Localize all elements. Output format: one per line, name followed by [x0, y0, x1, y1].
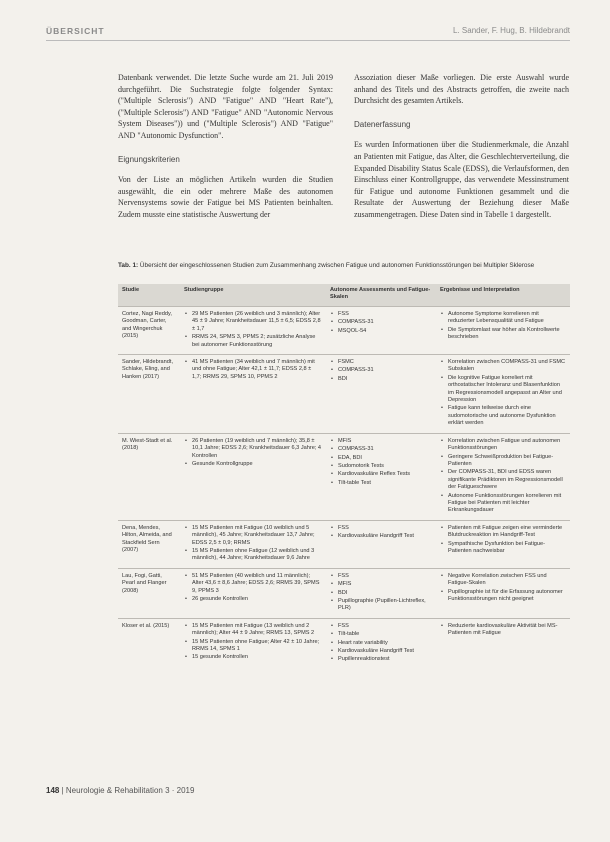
page-footer	[46, 786, 194, 795]
list-item: • Pupillenreaktionstest	[338, 656, 432, 663]
list-item: • BDI	[338, 376, 432, 383]
cell-results	[436, 307, 570, 355]
right-subheading: Datenerfassung	[354, 119, 411, 129]
cell-results	[436, 618, 570, 669]
list-item: • Autonome Symptome korrelieren mit reduzierter Lebensqualität und Fatigue	[448, 311, 566, 326]
cell-group	[180, 568, 326, 618]
cell-study: Cortez, Nagi Reddy, Goodman, Carter, and Wingerchuk (2015)	[118, 307, 180, 355]
list-item: • 15 MS Patienten mit Fatigue (10 weiblich und 5 männlich), 45 Jahre; Krankheitsdauer 13,7 Jahre; EDSS 2,5 ± 0,9; RRMS	[192, 525, 322, 547]
list-item: • Gesunde Kontrollgruppe	[192, 461, 322, 468]
list-item: • 26 gesunde Kontrollen	[192, 596, 322, 603]
list-item: • 41 MS Patienten (34 weiblich und 7 männlich) mit und ohne Fatigue; Alter 42,1 ± 11,7; EDSS 2,8 ± 1,7; RRMS 29, SPMS 10, PPMS 2	[192, 359, 322, 381]
list-item: • FSS	[338, 623, 432, 630]
cell-results	[436, 520, 570, 568]
cell-study: Dena, Mendes, Hilton, Almeida, and Stackfield Sern (2007)	[118, 520, 180, 568]
left-paragraph-2: Von der Liste an möglichen Artikeln wurden die Studien ausgewählt, die ein oder mehrere Maße des autonomen Nervensystems sowie der Fatigue bei MS Patienten beinhalten. Zudem musste eine statistische Auswertung der	[118, 175, 333, 219]
right-column	[354, 72, 569, 230]
table-caption-label: Tab. 1:	[118, 262, 139, 269]
table-body	[118, 307, 570, 669]
list-item: • BDI	[338, 590, 432, 597]
section-label: ÜBERSICHT	[46, 26, 105, 36]
list-item: • 15 gesunde Kontrollen	[192, 654, 322, 661]
table-row	[118, 433, 570, 520]
list-item: • 15 MS Patienten ohne Fatigue (12 weiblich und 3 männlich), 44 Jahre; Krankheitsdauer 9,6 Jahre	[192, 548, 322, 563]
list-item: • RRMS 24, SPMS 3, PPMS 2; zusätzliche Analyse bei autonomer Funktionsstörung	[192, 334, 322, 349]
list-item: • Pupillographie ist für die Erfassung autonomer Funktionsstörungen nicht geeignet	[448, 589, 566, 604]
journal-name: | Neurologie & Rehabilitation 3 · 2019	[61, 786, 195, 795]
table-header-row	[118, 284, 570, 307]
list-item: • Korrelation zwischen COMPASS-31 und FSMC Subskalen	[448, 359, 566, 374]
list-item: • Die kognitive Fatigue korreliert mit orthostatischer Intoleranz und Blasenfunktion im Regressionsmodell angepasst an Alter und Depression	[448, 375, 566, 405]
cell-assess	[326, 355, 436, 434]
list-item: • Fatigue kann teilweise durch eine sudomotorische und autonome Dysfunktion erklärt werden	[448, 405, 566, 427]
cell-assess	[326, 520, 436, 568]
header-assessments: Autonome Assessments und Fatigue-Skalen	[326, 284, 436, 307]
header-authors: L. Sander, F. Hug, B. Hildebrandt	[453, 26, 570, 35]
list-item: • Kardiovaskuläre Handgriff Test	[338, 533, 432, 540]
list-item: • COMPASS-31	[338, 446, 432, 453]
list-item: • Kardiovaskuläre Reflex Tests	[338, 471, 432, 478]
left-column	[118, 72, 333, 230]
header-results: Ergebnisse und Interpretation	[436, 284, 570, 307]
table-row	[118, 307, 570, 355]
cell-assess	[326, 433, 436, 520]
table-caption-text: Übersicht der eingeschlossenen Studien zum Zusammenhang zwischen Fatigue und autonomen Funktionsstörungen bei Multipler Sklerose	[139, 262, 535, 269]
page-number: 148	[46, 786, 60, 795]
cell-study: Kloser et al. (2015)	[118, 618, 180, 669]
cell-group	[180, 307, 326, 355]
list-item: • 26 Patienten (19 weiblich und 7 männlich); 35,8 ± 10,1 Jahre; EDSS 2,6; Krankheitsdauer 6,3 Jahre; 4 Kontrollen	[192, 438, 322, 460]
list-item: • Kardiovaskuläre Handgriff Test	[338, 648, 432, 655]
list-item: • COMPASS-31	[338, 367, 432, 374]
studies-table	[118, 284, 570, 669]
left-subheading: Eignungskriterien	[118, 154, 180, 164]
list-item: • Autonome Funktionsstörungen korrelieren mit Fatigue bei Patienten mit leichter Erkrankungsdauer	[448, 493, 566, 515]
list-item: • EDA, BDI	[338, 455, 432, 462]
cell-group	[180, 520, 326, 568]
list-item: • Heart rate variability	[338, 640, 432, 647]
list-item: • FSS	[338, 573, 432, 580]
right-paragraph-2: Es wurden Informationen über die Studienmerkmale, die Anzahl an Patienten mit Fatigue, das Alter, die Geschlechterverteilung, die Expanded Disability Status Scale (EDSS), die Verlaufsformen, den Einschluss einer Kontrollgruppe, das verwendete Messinstrument für Fatigue und autonome Funktionen gesammelt und die Resultate der Auswertung der Beziehung dieser Maße zusammengetragen. Diese Daten sind in Tabelle 1 dargestellt.	[354, 140, 569, 219]
list-item: • Korrelation zwischen Fatigue und autonomen Funktionsstörungen	[448, 438, 566, 453]
list-item: • Patienten mit Fatigue zeigen eine verminderte Blutdruckreaktion im Handgriff-Test	[448, 525, 566, 540]
list-item: • Negative Korrelation zwischen FSS und Fatigue-Skalen	[448, 573, 566, 588]
cell-results	[436, 568, 570, 618]
cell-group	[180, 433, 326, 520]
list-item: • FSS	[338, 525, 432, 532]
cell-results	[436, 433, 570, 520]
cell-study: Sander, Hildebrandt, Schlake, Eling, and Hanken (2017)	[118, 355, 180, 434]
list-item: • 29 MS Patienten (26 weiblich und 3 männlich); Alter 45 ± 9 Jahre; Krankheitsdauer 11,5 ± 6,5; EDSS 2,8 ± 1,7	[192, 311, 322, 333]
list-item: • MSQOL-54	[338, 328, 432, 335]
cell-group	[180, 618, 326, 669]
header-group: Studiengruppe	[180, 284, 326, 307]
header-study: Studie	[118, 284, 180, 307]
list-item: • Tilt-table	[338, 631, 432, 638]
table-caption	[118, 262, 570, 271]
list-item: • Tilt-table Test	[338, 480, 432, 487]
list-item: • Die Symptomlast war höher als Kontrollwerte beschrieben	[448, 327, 566, 342]
cell-study: Lau, Fogi, Gatti, Pearl and Flanger (2008)	[118, 568, 180, 618]
list-item: • Sudomotorik Tests	[338, 463, 432, 470]
cell-study: M. Wiest-Stadt et al. (2018)	[118, 433, 180, 520]
cell-assess	[326, 307, 436, 355]
list-item: • Geringere Schweißproduktion bei Fatigue-Patienten	[448, 454, 566, 469]
table-row	[118, 520, 570, 568]
list-item: • Sympathische Dysfunktion bei Fatigue-Patienten nachweisbar	[448, 541, 566, 556]
list-item: • Reduzierte kardiovaskuläre Aktivität bei MS-Patienten mit Fatigue	[448, 623, 566, 638]
cell-results	[436, 355, 570, 434]
table-row	[118, 568, 570, 618]
list-item: • 15 MS Patienten ohne Fatigue; Alter 42 ± 10 Jahre; RRMS 14, SPMS 1	[192, 639, 322, 654]
list-item: • Pupillographie (Pupillen-Lichtreflex, PLR)	[338, 598, 432, 613]
list-item: • MFIS	[338, 581, 432, 588]
cell-assess	[326, 618, 436, 669]
cell-group	[180, 355, 326, 434]
table-row	[118, 355, 570, 434]
list-item: • 15 MS Patienten mit Fatigue (13 weiblich und 2 männlich); Alter 44 ± 9 Jahre; RRMS 13, SPMS 2	[192, 623, 322, 638]
list-item: • Der COMPASS-31, BDI und EDSS waren signifikante Prädiktoren im Regressionsmodell der Fatigueschwere	[448, 469, 566, 491]
table-row	[118, 618, 570, 669]
right-paragraph-1: Assoziation dieser Maße vorliegen. Die erste Auswahl wurde anhand des Titels und des Abstracts getroffen, die zweite nach Durchsicht des gesamten Artikels.	[354, 73, 569, 106]
list-item: • FSS	[338, 311, 432, 318]
list-item: • 51 MS Patienten (40 weiblich und 11 männlich); Alter 43,6 ± 8,6 Jahre; EDSS 2,6; RRMS 39, SPMS 9, PPMS 3	[192, 573, 322, 595]
page-header	[46, 24, 570, 41]
list-item: • FSMC	[338, 359, 432, 366]
left-paragraph-1: Datenbank verwendet. Die letzte Suche wurde am 21. Juli 2019 durchgeführt. Die Suchstrategie folgte folgender Syntax: ("Multiple Sclerosis") AND "Fatigue" AND "Heart Rate"), ("Multiple Sclerosis") AND "Fatigue" AND "Autonomic Nervous System Diseases")) und ("Multiple Sclerosis") AND "Fatigue" AND "Autonomic Dysfunction".	[118, 73, 333, 140]
cell-assess	[326, 568, 436, 618]
list-item: • COMPASS-31	[338, 319, 432, 326]
list-item: • MFIS	[338, 438, 432, 445]
